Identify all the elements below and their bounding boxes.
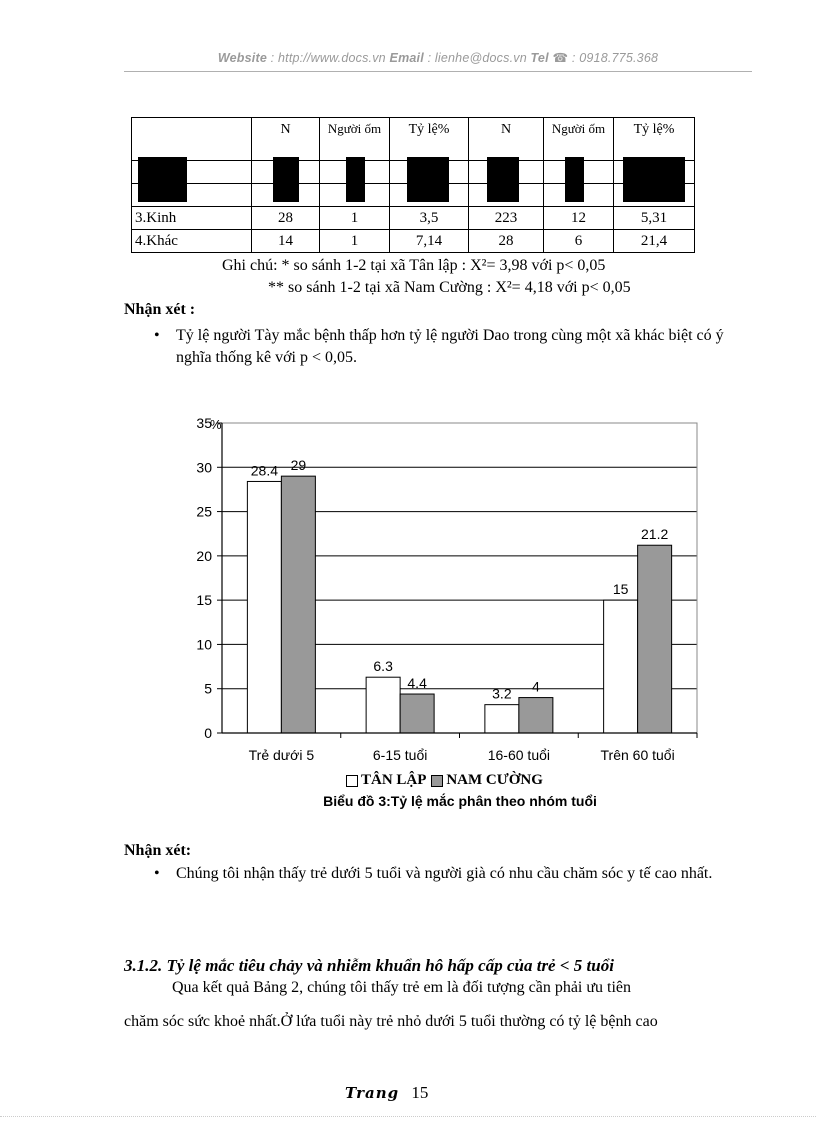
email-value[interactable]: : lienhe@docs.vn: [427, 51, 527, 65]
y-axis-unit: %: [210, 417, 222, 432]
header-divider: [124, 71, 752, 72]
remark-bullet-1-text: Tỷ lệ người Tày mắc bệnh thấp hơn tỷ lệ người Dao trong cùng một xã khác biệt có ý nghĩa thống kê với p < 0,05.: [176, 327, 724, 366]
table-cell: 28: [469, 230, 544, 253]
redaction-block: [623, 157, 685, 202]
footer-label: Trang: [345, 1084, 400, 1102]
website-value[interactable]: : http://www.docs.vn: [270, 51, 386, 65]
data-label: 4.4: [407, 675, 427, 692]
chart-title: Biểu đồ 3:Tỷ lệ mắc phân theo nhóm tuổi: [323, 793, 597, 809]
data-label: 6.3: [373, 658, 393, 675]
bar-tan-lap: [247, 481, 281, 733]
table-header-cell: Người ốm: [320, 118, 390, 161]
y-tick-label: 35: [196, 415, 212, 431]
table-header-cell: [132, 118, 252, 161]
remark-heading-2: Nhận xét:: [124, 842, 192, 859]
table-cell: 1: [320, 207, 390, 230]
page-header: [124, 50, 752, 65]
bar-tan-lap: [604, 600, 638, 733]
bar-nam-cuong: [638, 545, 672, 733]
table-cell: 12: [544, 207, 614, 230]
remark-heading-1: Nhận xét :: [124, 301, 196, 318]
remark-bullet-1: [154, 325, 752, 369]
table-cell: 14: [252, 230, 320, 253]
bar-chart: [180, 410, 720, 776]
legend-swatch-nam-cuong: [431, 775, 443, 787]
y-tick-label: 15: [196, 592, 212, 609]
table-header-cell: Người ốm: [544, 118, 614, 161]
remark-bullet-2: [154, 863, 752, 885]
paragraph-line-1: Qua kết quả Bảng 2, chúng tôi thấy trẻ em là đối tượng cần phải ưu tiên: [172, 979, 632, 996]
redaction-block: [346, 157, 365, 202]
table-header-cell: N: [252, 118, 320, 161]
data-label: 3.2: [492, 685, 512, 702]
bottom-dotted-rule: [0, 1116, 816, 1117]
table-header-cell: N: [469, 118, 544, 161]
page-number: 15: [411, 1083, 429, 1102]
email-label: Email: [389, 51, 424, 65]
redaction-block: [565, 157, 584, 202]
phone-icon: ☎: [552, 51, 569, 65]
bar-tan-lap: [366, 677, 400, 733]
redaction-block: [138, 157, 187, 202]
table-note-2: ** so sánh 1-2 tại xã Nam Cường : X²= 4,18 với p< 0,05: [268, 279, 631, 296]
bar-nam-cuong: [281, 476, 315, 733]
data-label: 21.2: [641, 526, 669, 543]
redaction-block: [487, 157, 519, 202]
page-footer: [345, 1083, 428, 1103]
table-cell: 7,14: [390, 230, 469, 253]
redaction-block: [407, 157, 449, 202]
table-cell: 1: [320, 230, 390, 253]
y-tick-label: 30: [196, 459, 212, 476]
tel-label: Tel: [530, 51, 549, 65]
x-tick-label: Trẻ dưới 5: [248, 747, 315, 763]
data-label: 15: [612, 581, 629, 598]
bar-tan-lap: [485, 705, 519, 733]
chart-legend: [346, 772, 543, 789]
table-cell: 6: [544, 230, 614, 253]
chart-bars: [247, 457, 671, 733]
bullet-icon: •: [154, 327, 160, 344]
tel-value: : 0918.775.368: [571, 51, 659, 65]
table-cell: 3,5: [390, 207, 469, 230]
x-tick-label: Trên 60 tuổi: [600, 747, 675, 763]
y-tick-label: 5: [204, 680, 212, 697]
y-tick-label: 25: [196, 503, 212, 520]
bar-nam-cuong: [519, 698, 553, 733]
table-header-cell: Tỷ lệ%: [614, 118, 695, 161]
data-label: 29: [290, 457, 307, 474]
data-label: 4: [531, 678, 540, 695]
redaction-block: [273, 157, 299, 202]
section-title: 3.1.2. Tỷ lệ mắc tiêu chảy và nhiễm khuẩn hô hấp cấp của trẻ < 5 tuổi: [124, 956, 614, 975]
y-tick-label: 10: [196, 636, 212, 653]
table-row: [132, 207, 695, 230]
table-row: [132, 230, 695, 253]
legend-swatch-tan-lap: [346, 775, 358, 787]
table-cell: 21,4: [614, 230, 695, 253]
table-cell: 28: [252, 207, 320, 230]
table-cell: 5,31: [614, 207, 695, 230]
table-cell: 223: [469, 207, 544, 230]
table-note-1: Ghi chú: * so sánh 1-2 tại xã Tân lập : X²= 3,98 với p< 0,05: [222, 257, 606, 274]
bar-nam-cuong: [400, 694, 434, 733]
remark-bullet-2-text: Chúng tôi nhận thấy trẻ dưới 5 tuổi và người già có nhu cầu chăm sóc y tế cao nhất.: [176, 865, 713, 882]
x-tick-label: 16-60 tuổi: [487, 747, 551, 763]
table-cell: 3.Kinh: [132, 207, 252, 230]
y-tick-label: 0: [204, 725, 212, 741]
table-cell: 4.Khác: [132, 230, 252, 253]
table-header-cell: Tỷ lệ%: [390, 118, 469, 161]
data-label: 28.4: [250, 462, 278, 479]
x-tick-label: 6-15 tuổi: [372, 747, 428, 763]
table-header-row: [132, 118, 695, 161]
bullet-icon: •: [154, 865, 160, 882]
paragraph-line-2: chăm sóc sức khoẻ nhất.Ở lứa tuổi này trẻ nhỏ dưới 5 tuổi thường có tỷ lệ bệnh cao: [124, 1013, 658, 1030]
legend-label-nam-cuong: NAM CƯỜNG: [446, 772, 543, 788]
y-tick-label: 20: [196, 547, 212, 564]
website-label: Website: [217, 51, 267, 65]
legend-label-tan-lap: TÂN LẬP: [361, 772, 426, 788]
